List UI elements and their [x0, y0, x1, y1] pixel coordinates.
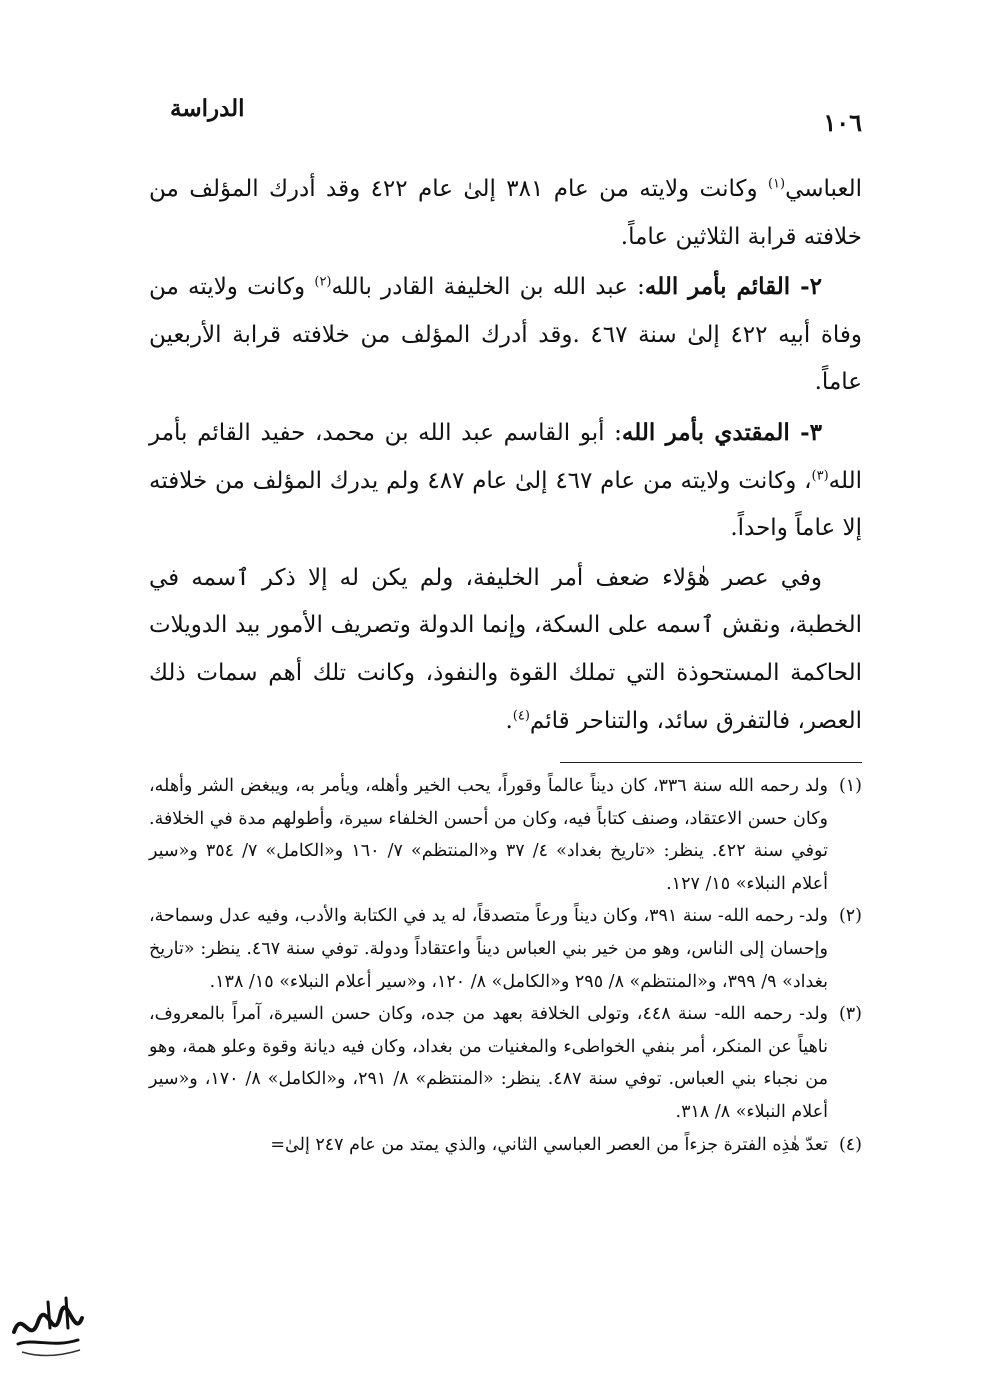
paragraph [149, 555, 862, 745]
text-run: وكانت ولايته من عام ٣٨١ إلىٰ عام ٤٢٢ وقد أدرك المؤلف من خلافته قرابة الثلاثين عاماً. [149, 176, 862, 250]
text-run: العباسي [785, 176, 862, 202]
text-run: : عبد الله بن الخليفة القادر بالله [331, 274, 645, 301]
footnote [149, 900, 862, 998]
running-header-title: الدراسة [170, 95, 245, 122]
footnote-ref: (٤) [512, 707, 530, 723]
footnote-ref: (١) [767, 176, 786, 192]
paragraph [149, 166, 862, 261]
footnote-ref: (٣) [811, 467, 829, 483]
footnote-text: تعدّ هٰذِه الفترة جزءاً من العصر العباسي الثاني، والذي يمتد من عام ٢٤٧ إلىٰ= [270, 1134, 828, 1155]
page-number: ١٠٦ [823, 108, 862, 137]
footnote [149, 998, 862, 1128]
paragraph [149, 409, 862, 553]
footnotes [149, 770, 862, 1161]
text-run: . [505, 707, 513, 734]
footnote-text: ولد- رحمه الله- سنة ٤٤٨، وتولى الخلافة بعهد من جده، وكان حسن السيرة، آمراً بالمعروف، ناهياً عن المنكر، أمر بنفي الخواطىء والمغنيات من بغداد، وكان فيه ديانة وقوة وعلو همة، وهو من نجباء بني العباس. توفي سنة ٤٨٧. ينظر: «المنتظم» ٨/ ٢٩١، و«الكامل» ٨/ ١٧٠، و«سير أعلام النبلاء» ٨/ ٣١٨. [149, 1004, 828, 1122]
footnote-number: (٢) [838, 906, 862, 927]
footnote [149, 770, 862, 900]
footnote-ref: (٢) [314, 274, 332, 290]
text-run: وكانت ولايته من وفاة أبيه ٤٢٢ إلىٰ سنة ٤٦٧ .وقد أدرك المؤلف من خلافته قرابة الأربعين عاماً. [149, 274, 862, 396]
text-run: وفي عصر هٰؤلاء ضعف أمر الخليفة، ولم يكن له إلا ذكر ٱسمه في الخطبة، ونقش ٱسمه على السكة، وإنما الدولة وتصريف الأمور بيد الدويلات الحاكمة المستحوذة التي تملك القوة والنفوذ، وكانت تلك أهم سمات ذلك العصر، فالتفرق سائد، والتناحر قائم [149, 564, 862, 734]
paragraph [149, 263, 862, 407]
main-text [149, 166, 862, 747]
footnote [149, 1129, 862, 1162]
calligraphy-logo [8, 1288, 88, 1366]
caliph-name: ٢- القائم بأمر الله [644, 273, 822, 301]
text-run: ، وكانت ولايته من عام ٤٦٧ إلىٰ عام ٤٨٧ ولم يدرك المؤلف من خلافته إلا عاماً واحداً. [149, 467, 862, 542]
caliph-name: ٣- المقتدي بأمر الله [621, 418, 822, 446]
text-run: : أبو القاسم عبد الله بن محمد، حفيد القائم بأمر الله [149, 419, 862, 494]
footnote-text: ولد- رحمه الله- سنة ٣٩١، وكان ديناً ورعاً متصدقاً، له يد في الكتابة والأدب، وفيه عدل وسماحة، وإحسان إلى الناس، وهو من خير بني العباس ديناً واعتقاداً ودولة. توفي سنة ٤٦٧. ينظر: «تاريخ بغداد» ٩/ ٣٩٩، و«المنتظم» ٨/ ٢٩٥ و«الكامل» ٨/ ١٢٠، و«سير أعلام النبلاء» ١٥/ ١٣٨. [149, 906, 828, 992]
footnote-text: ولد رحمه الله سنة ٣٣٦، كان ديناً عالماً وقوراً، يحب الخير وأهله، ويأمر به، ويبغض الشر وأهله، وكان حسن الاعتقاد، وصنف كتاباً فيه، وكان من أحسن الخلفاء سيرة، وأطولهم مدة في الخلافة. توفي سنة ٤٢٢. ينظر: «تاريخ بغداد» ٤/ ٣٧ و«المنتظم» ٧/ ١٦٠ و«الكامل» ٧/ ٣٥٤ و«سير أعلام النبلاء» ١٥/ ١٢٧. [149, 776, 828, 894]
footnote-number: (١) [838, 776, 862, 796]
footnote-number: (٤) [838, 1134, 862, 1155]
footnote-separator [560, 762, 862, 763]
footnote-number: (٣) [838, 1004, 862, 1025]
